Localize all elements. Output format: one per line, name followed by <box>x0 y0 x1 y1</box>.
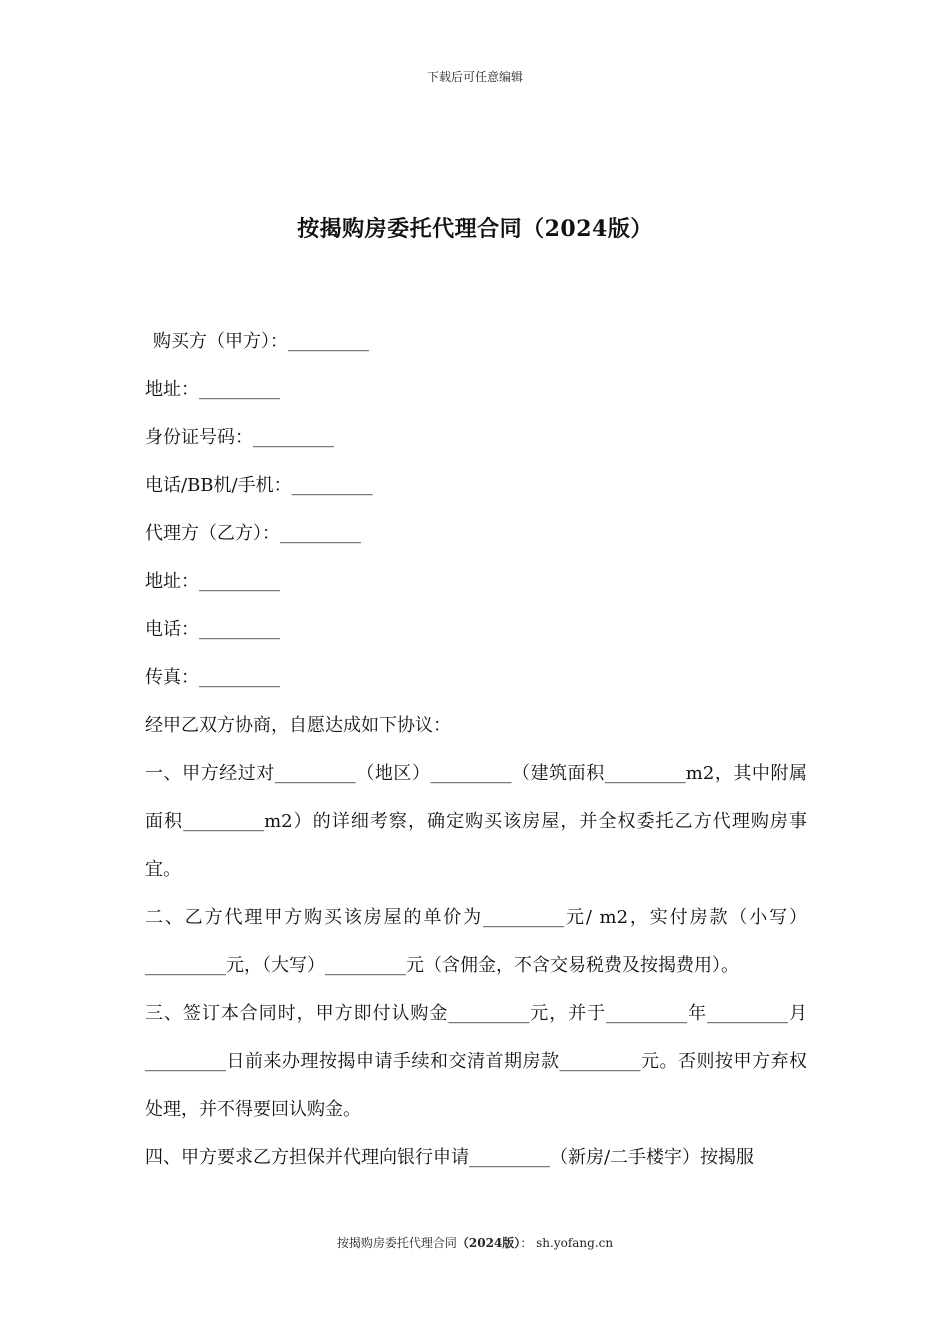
clause-3: 三、签订本合同时，甲方即付认购金_________元，并于_________年_________月_________日前来办理按揭申请手续和交清首期房款_________元。否则按甲方弃权处理，并不得要回认购金。 <box>145 1003 807 1120</box>
agent-phone-field: 电话：_________ <box>145 619 280 640</box>
clause-2: 二、乙方代理甲方购买该房屋的单价为_________元/ m2，实付房款（小写）_________元，（大写）_________元（含佣金，不含交易税费及按揭费用）。 <box>145 907 807 976</box>
footer-note <box>0 1234 950 1251</box>
clause-1: 一、甲方经过对_________（地区）_________（建筑面积_________m2，其中附属面积_________m2）的详细考察，确定购买该房屋，并全权委托乙方代理购房事宜。 <box>145 763 807 880</box>
footer-prefix: 按揭购房委托代理合同 <box>336 1236 457 1250</box>
buyer-address-field: 地址：_________ <box>145 379 280 400</box>
document-title: 按揭购房委托代理合同（2024版） <box>297 216 653 242</box>
agreement-intro: 经甲乙双方协商，自愿达成如下协议： <box>145 715 451 736</box>
footer-version: （2024版） <box>456 1236 521 1250</box>
document-body <box>145 330 807 1182</box>
footer-source: ： sh.yofang.cn <box>520 1236 614 1250</box>
buyer-phone-field: 电话/BB机/手机：_________ <box>145 475 373 496</box>
fax-field: 传真：_________ <box>145 667 280 688</box>
buyer-field: 购买方（甲方）：_________ <box>153 331 369 352</box>
header-note: 下载后可任意编辑 <box>426 70 523 84</box>
clause-4: 四、甲方要求乙方担保并代理向银行申请_________（新房/二手楼宇）按揭服 <box>145 1147 755 1168</box>
agent-address-field: 地址：_________ <box>145 571 280 592</box>
agent-field: 代理方（乙方）：_________ <box>145 523 361 544</box>
id-number-field: 身份证号码：_________ <box>145 427 334 448</box>
